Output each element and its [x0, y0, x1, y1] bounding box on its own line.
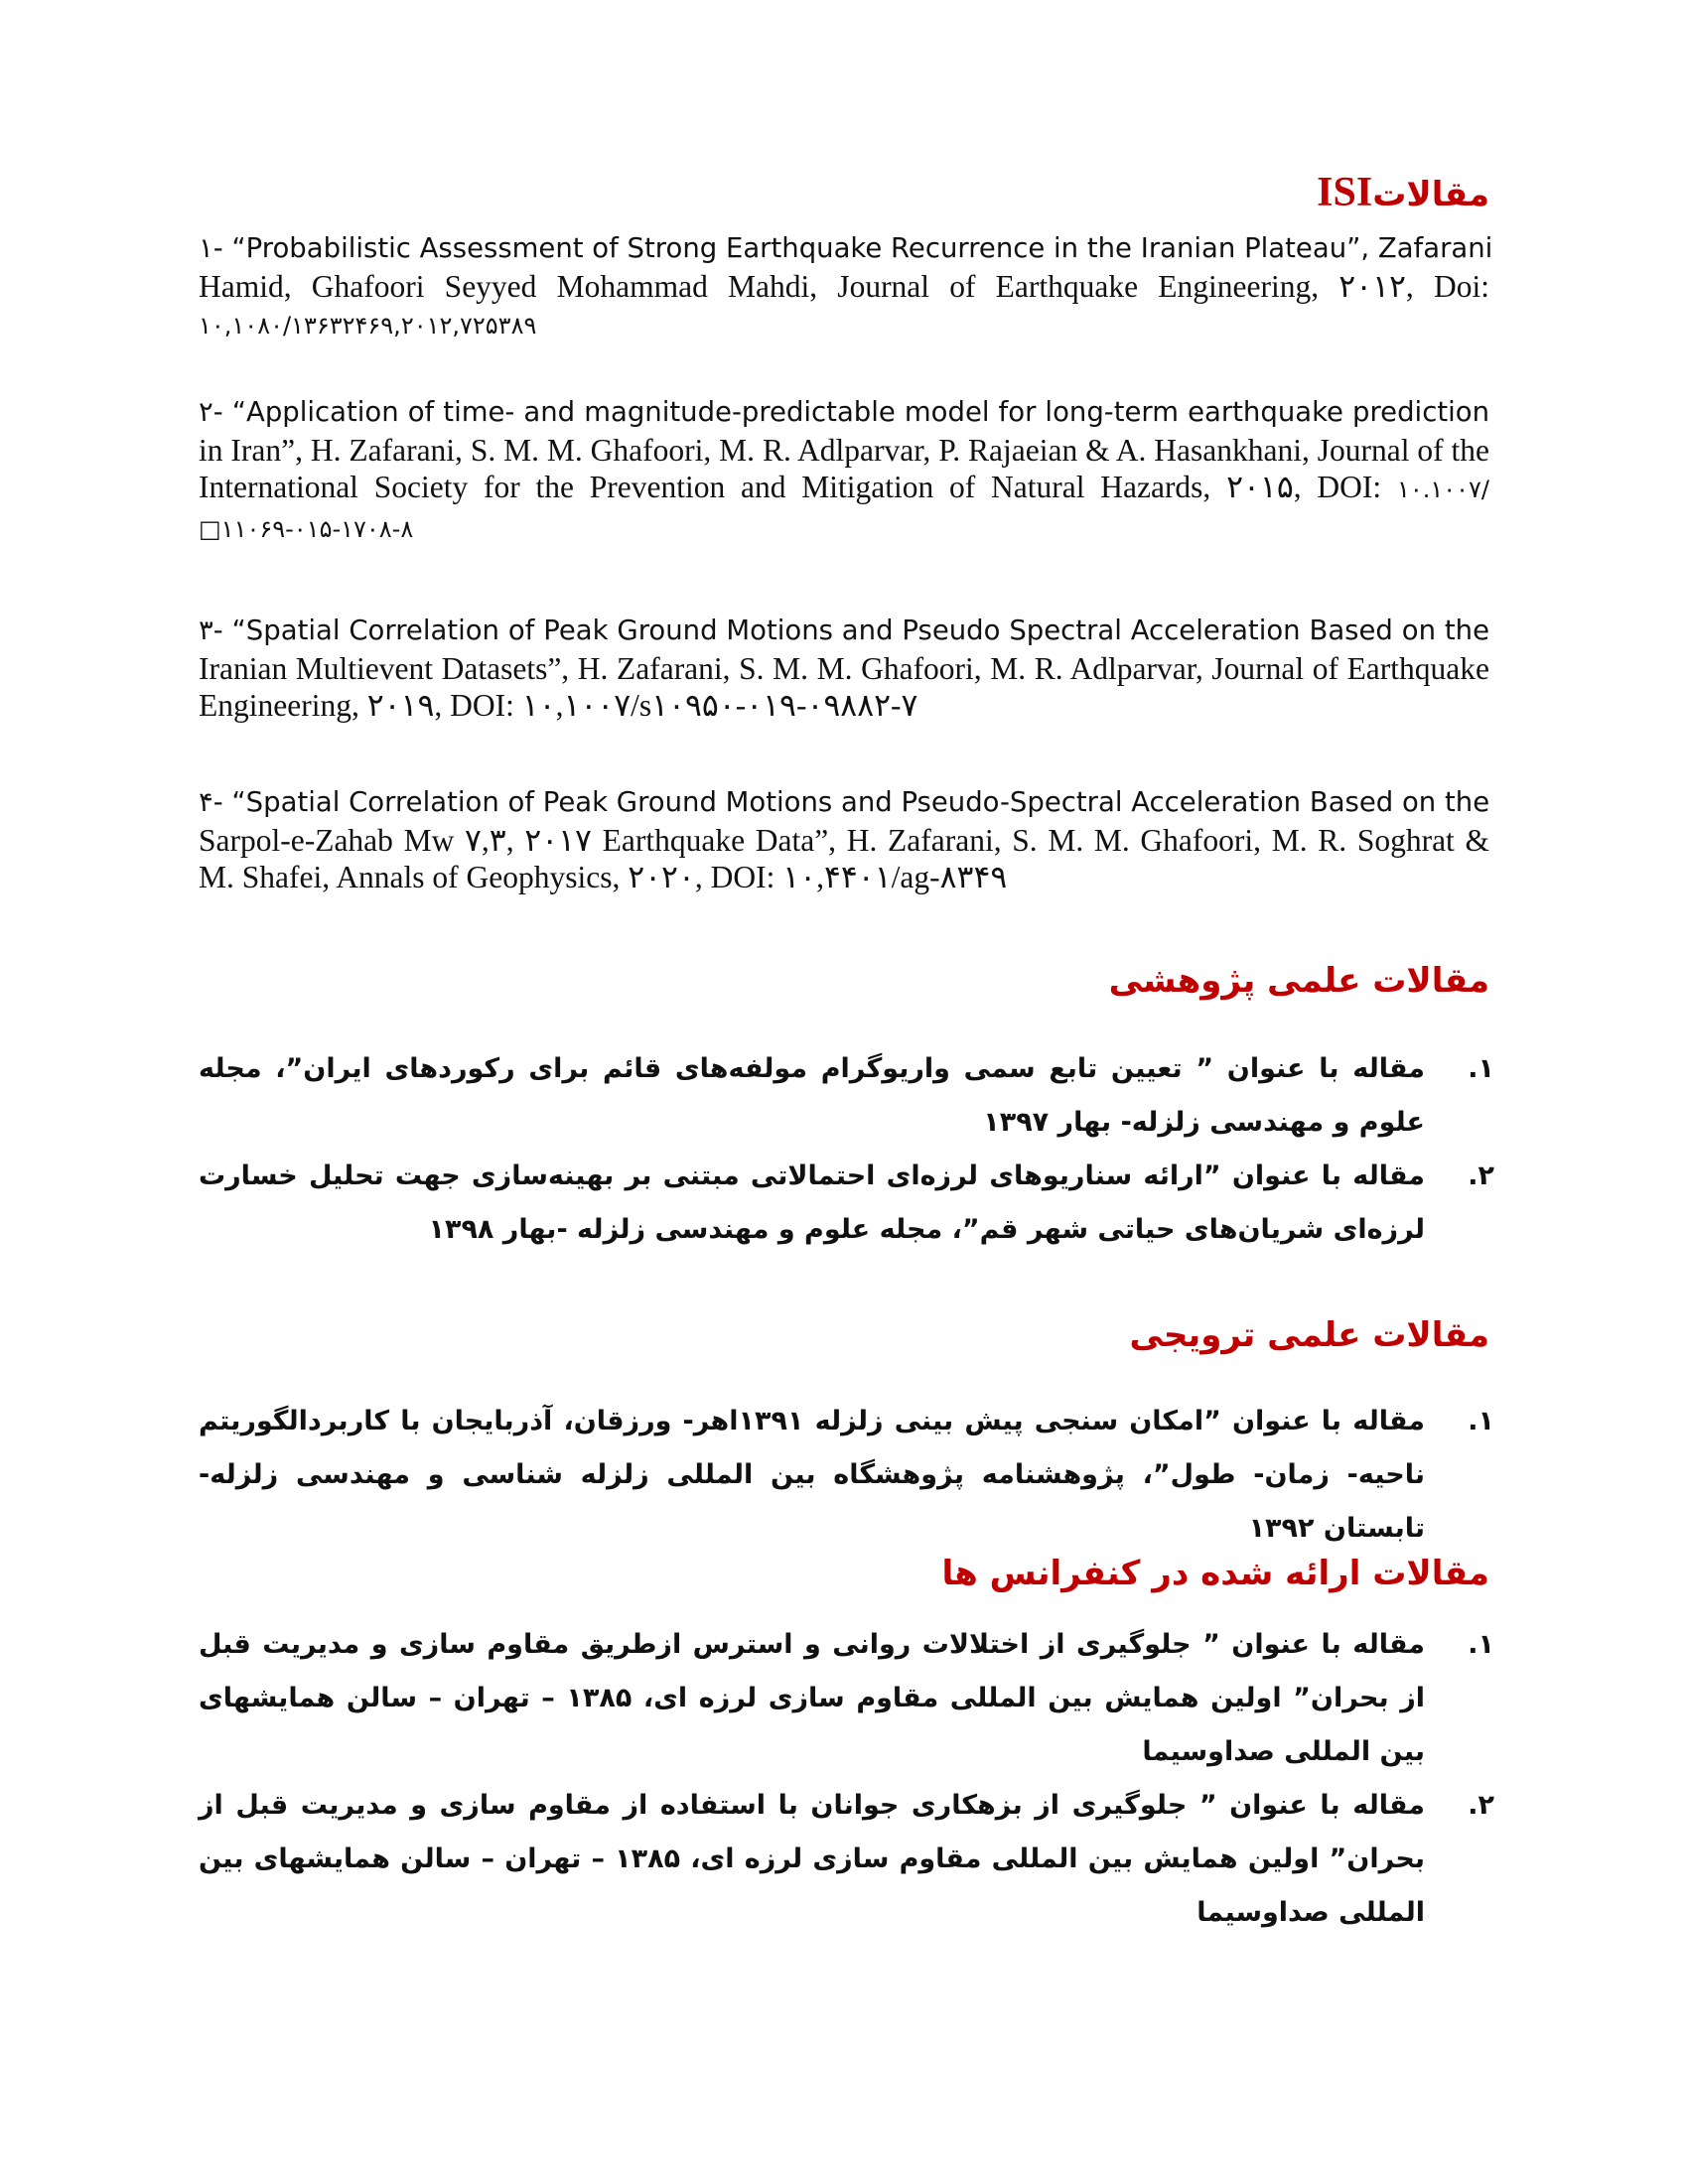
list-item-number: ۲. [1468, 1790, 1494, 1821]
list-item-text: مقاله با عنوان ” جلوگیری از بزهکاری جوانان با استفاده از مقاوم سازی و مدیریت قبل از بحران” اولین همایش بین المللی مقاوم سازی لرزه ای، ۱۳۸۵ – تهران – سالن همایشهای بین المللی صداوسیما [199, 1790, 1425, 1928]
list-item [199, 1042, 1494, 1150]
isi-article-3-citation: Iranian Multievent Datasets”, H. Zafarani, S. M. M. Ghafoori, M. R. Adlparvar, Journal of Earthquake Engineering, ۲۰۱۹, DOI: ۱۰,۱۰۰۷/s۱۰۹۵۰-۰۱۹-۰۹۸۸۲-۷ [199, 651, 1489, 723]
list-item-text: مقاله با عنوان ” تعیین تابع سمی واریوگرام مولفه‌های قائم برای رکوردهای ایران”، مجله علوم و مهندسی زلزله- بهار ۱۳۹۷ [199, 1053, 1425, 1138]
isi-article-4-body [199, 822, 1489, 895]
isi-article-1-line1: ۱- “Probabilistic Assessment of Strong Earthquake Recurrence in the Iranian Plateau”, Zafarani [199, 232, 1493, 264]
isi-heading [1317, 169, 1489, 216]
research-list [199, 1042, 1494, 1257]
isi-article-2-doi: ۱۰.۱۰۰۷/□۱۱۰۶۹-۰۱۵-۱۷۰۸-۸ [199, 476, 1489, 543]
research-heading: مقالات علمی پژوهشی [1108, 961, 1489, 1001]
list-item-text: مقاله با عنوان ” جلوگیری از اختلالات روانی و استرس ازطریق مقاوم سازی و مدیریت قبل از بحران” اولین همایش بین المللی مقاوم سازی لرزه ای، ۱۳۸۵ – تهران – سالن همایشهای بین المللی صداوسیما [199, 1629, 1425, 1767]
list-item [199, 1779, 1494, 1940]
isi-article-3 [199, 613, 1489, 724]
isi-article-3-body [199, 650, 1489, 724]
isi-article-1 [199, 230, 1493, 344]
isi-article-1-citation: Hamid, Ghafoori Seyyed Mohammad Mahdi, Journal of Earthquake Engineering, ۲۰۱۲, Doi: [199, 269, 1489, 304]
isi-article-4-line1: ۴- “Spatial Correlation of Peak Ground Motions and Pseudo-Spectral Acceleration Based on the [199, 786, 1490, 818]
isi-article-1-doi: ۱۰,۱۰۸۰/۱۳۶۳۲۴۶۹,۲۰۱۲,۷۲۵۳۸۹ [199, 312, 537, 340]
list-item-number: ۱. [1468, 1053, 1494, 1084]
list-item [199, 1395, 1494, 1556]
isi-article-2-body [199, 432, 1489, 548]
list-item-text: مقاله با عنوان ”امکان سنجی پیش بینی زلزله ۱۳۹۱اهر- ورزقان، آذربایجان با کاربردالگوریتم ناحیه- زمان- طول”، پژوهشنامه پژوهشگاه بین المللی زلزله شناسی و مهندسی زلزله- تابستان ۱۳۹۲ [199, 1406, 1425, 1544]
list-item-text: مقاله با عنوان ”ارائه سناریوهای لرزه‌ای احتمالاتی مبتنی بر بهینه‌سازی جهت تحلیل خسارت لرزه‌ای شریان‌های حیاتی شهر قم”، مجله علوم و مهندسی زلزله -بهار ۱۳۹۸ [199, 1160, 1425, 1245]
list-item-number: ۱. [1468, 1629, 1494, 1660]
isi-article-3-line1: ۳- “Spatial Correlation of Peak Ground Motions and Pseudo Spectral Acceleration Based on the [199, 614, 1489, 646]
conference-heading: مقالات ارائه شده در کنفرانس ها [941, 1554, 1489, 1593]
list-item-number: ۱. [1468, 1406, 1494, 1436]
isi-article-2 [199, 394, 1489, 548]
list-item [199, 1150, 1494, 1257]
isi-article-2-line1: ۲- “Application of time- and magnitude-predictable model for long-term earthquake prediction [199, 396, 1489, 428]
conference-list [199, 1618, 1494, 1940]
promotional-heading: مقالات علمی ترویجی [1129, 1315, 1489, 1355]
list-item [199, 1618, 1494, 1779]
isi-article-4 [199, 784, 1489, 895]
isi-heading-latin: ISI [1317, 170, 1373, 215]
list-item-number: ۲. [1468, 1160, 1494, 1191]
isi-article-1-body [199, 268, 1489, 344]
promotional-list [199, 1395, 1494, 1556]
isi-article-4-citation: Sarpol-e-Zahab Mw ۷,۳, ۲۰۱۷ Earthquake Data”, H. Zafarani, S. M. M. Ghafoori, M. R. Soghrat & M. Shafei, Annals of Geophysics, ۲۰۲۰, DOI: ۱۰,۴۴۰۱/ag-۸۳۴۹ [199, 823, 1489, 894]
isi-article-2-citation: in Iran”, H. Zafarani, S. M. M. Ghafoori, M. R. Adlparvar, P. Rajaeian & A. Hasankhani, Journal of the International Society for the Prevention and Mitigation of Natural Hazards, ۲۰۱۵, DOI: [199, 433, 1489, 504]
isi-heading-text: مقالات [1372, 175, 1489, 214]
